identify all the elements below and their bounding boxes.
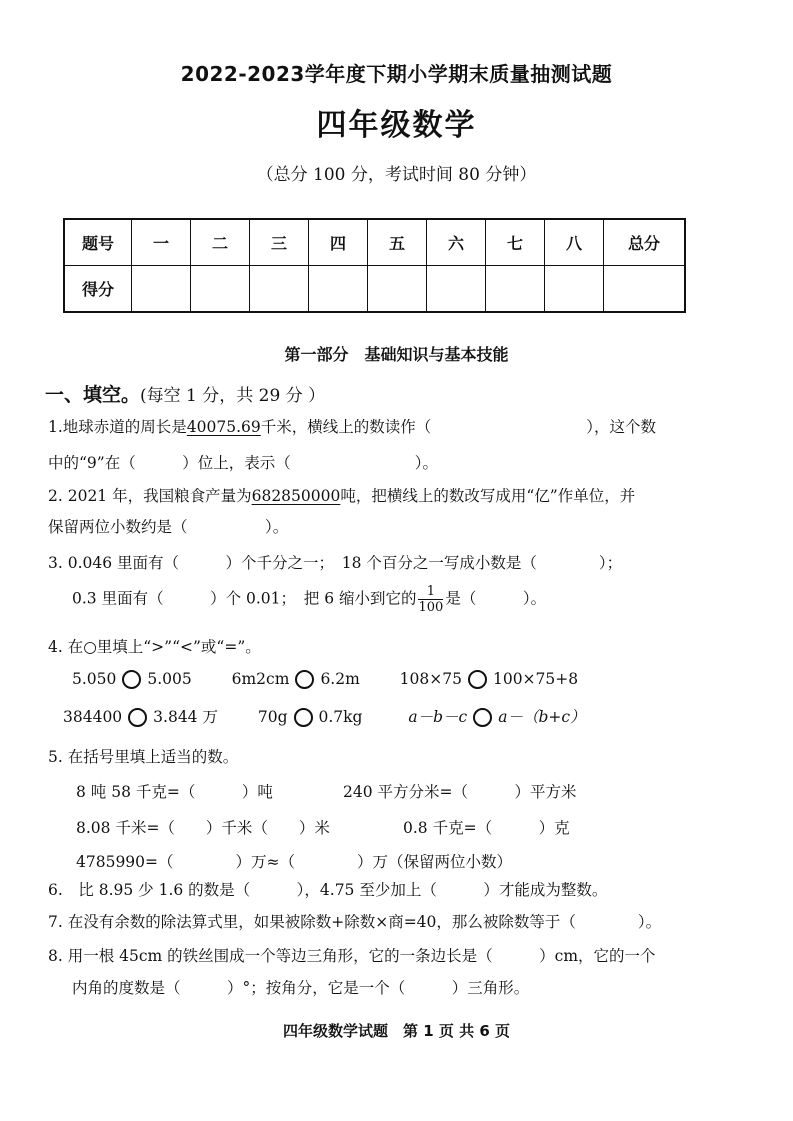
score-cell[interactable] [132, 266, 191, 313]
compare-left: 5.050 [72, 670, 117, 688]
question-3-line-1: 3. 0.046 里面有（ ）个千分之一； 18 个百分之一写成小数是（ ）； [48, 554, 623, 572]
fraction-denominator: 100 [418, 600, 444, 615]
score-header-cell: 五 [368, 219, 427, 266]
score-cell[interactable] [368, 266, 427, 313]
section-note: (每空 1 分，共 29 分 ） [140, 386, 326, 406]
answer-circle[interactable] [128, 708, 147, 727]
score-header-cell: 七 [486, 219, 545, 266]
question-2-line-2: 保留两位小数约是（ ）。 [48, 518, 289, 536]
part-title: 第一部分 基础知识与基本技能 [284, 345, 509, 364]
q3-text-b1: 0.3 里面有（ ）个 0.01； 把 6 缩小到它的 [72, 589, 417, 608]
compare-left: 70g [257, 708, 288, 726]
answer-circle[interactable] [468, 670, 487, 689]
score-cell[interactable] [191, 266, 250, 313]
q5-item: 0.8 千克=（ ）克 [403, 819, 570, 837]
score-row-label: 得分 [64, 266, 132, 313]
score-cell[interactable] [250, 266, 309, 313]
question-7: 7. 在没有余数的除法算式里，如果被除数+除数×商=40，那么被除数等于（ ）。 [48, 913, 662, 931]
score-table-header-row [64, 219, 685, 266]
question-1-line-2: 中的“9”在（ ）位上，表示（ ）。 [48, 454, 438, 472]
section-label: 一、填空。 [45, 384, 141, 406]
score-header-cell: 六 [427, 219, 486, 266]
answer-circle[interactable] [294, 708, 313, 727]
page-footer: 四年级数学试题 第 1 页 共 6 页 [283, 1022, 510, 1040]
score-header-cell: 八 [545, 219, 604, 266]
score-header-cell: 总分 [604, 219, 686, 266]
compare-row-1 [72, 670, 578, 689]
section-heading [45, 380, 325, 407]
answer-circle[interactable] [295, 670, 314, 689]
question-5-title: 5. 在括号里填上适当的数。 [48, 748, 239, 766]
subject-title: 四年级数学 [316, 108, 477, 143]
q2-text-a: 2. 2021 年，我国粮食产量为 [48, 487, 252, 505]
score-header-cell: 一 [132, 219, 191, 266]
compare-right: 6.2m [320, 670, 360, 688]
q3-text-b2: 是（ ）。 [445, 589, 547, 608]
fraction-numerator: 1 [418, 584, 443, 600]
q5-item: 4785990=（ ）万≈（ ）万（保留两位小数） [76, 853, 513, 871]
question-8-line-1: 8. 用一根 45cm 的铁丝围成一个等边三角形，它的一条边长是（ ）cm，它的一个 [48, 947, 656, 965]
score-header-cell: 题号 [64, 219, 132, 266]
score-header-cell: 四 [309, 219, 368, 266]
compare-right: a－（b+c） [498, 708, 586, 726]
answer-circle[interactable] [122, 670, 141, 689]
compare-left: 6m2cm [231, 670, 290, 688]
exam-info: （总分 100 分，考试时间 80 分钟） [256, 165, 537, 185]
score-cell[interactable] [545, 266, 604, 313]
q1-text-b: 千米，横线上的数读作（ ），这个数 [260, 418, 657, 436]
score-cell[interactable] [427, 266, 486, 313]
q1-number: 40075.69 [186, 418, 261, 436]
score-table [63, 218, 686, 313]
question-2-line-1 [48, 484, 635, 506]
q2-number: 682850000 [251, 487, 341, 505]
compare-left: a－b－c [408, 708, 468, 726]
question-8-line-2: 内角的度数是（ ）°；按角分，它是一个（ ）三角形。 [72, 979, 530, 997]
question-1-line-1 [48, 415, 656, 437]
score-header-cell: 三 [250, 219, 309, 266]
question-3-line-2 [72, 584, 546, 615]
compare-left: 108×75 [399, 670, 462, 688]
fraction [418, 584, 443, 615]
q5-item: 8.08 千米=（ ）千米（ ）米 [76, 819, 330, 837]
compare-right: 0.7kg [318, 708, 363, 726]
score-cell[interactable] [604, 266, 686, 313]
compare-left: 384400 [63, 708, 123, 726]
question-4-title: 4. 在○里填上“>”“<”或“=”。 [48, 638, 261, 656]
q2-text-b: 吨，把横线上的数改写成用“亿”作单位，并 [340, 487, 636, 505]
score-cell[interactable] [309, 266, 368, 313]
question-6: 6. 比 8.95 少 1.6 的数是（ ），4.75 至少加上（ ）才能成为整数。 [48, 881, 608, 899]
compare-right: 100×75+8 [492, 670, 579, 688]
q1-text-a: 1.地球赤道的周长是 [48, 418, 187, 436]
q5-item: 240 平方分米=（ ）平方米 [343, 783, 577, 801]
exam-title: 2022-2023学年度下期小学期末质量抽测试题 [180, 62, 613, 86]
compare-right: 3.844 万 [153, 708, 218, 726]
score-cell[interactable] [486, 266, 545, 313]
q5-item: 8 吨 58 千克=（ ）吨 [76, 783, 273, 801]
compare-right: 5.005 [147, 670, 192, 688]
answer-circle[interactable] [473, 708, 492, 727]
score-header-cell: 二 [191, 219, 250, 266]
compare-row-2 [63, 705, 586, 727]
score-table-score-row [64, 266, 685, 313]
